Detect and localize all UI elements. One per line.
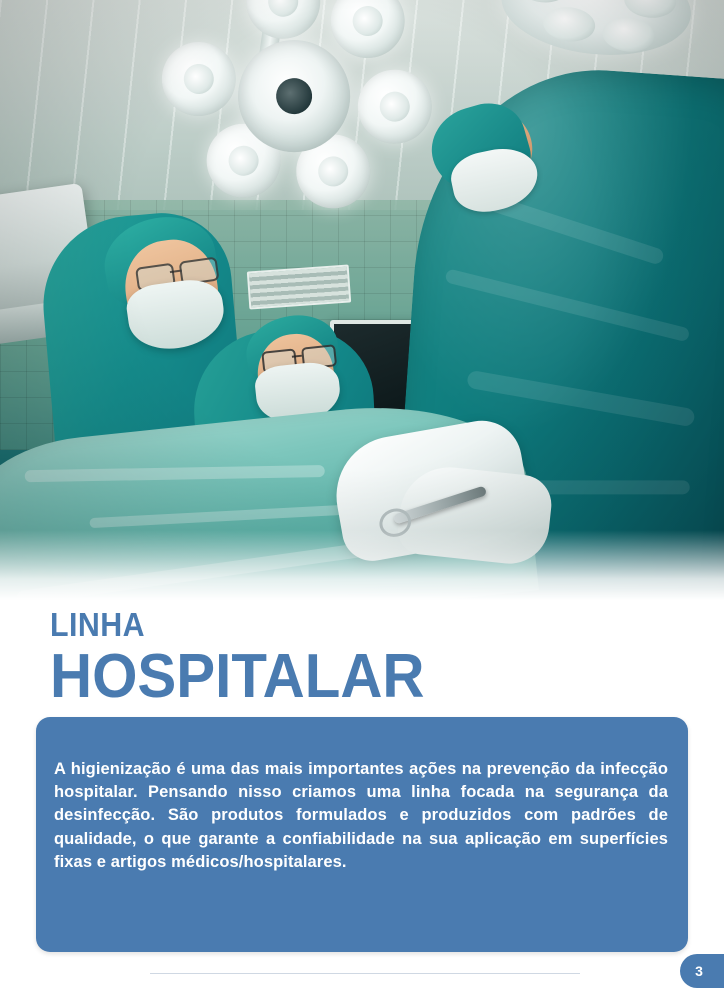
description-panel [36, 717, 688, 952]
lamp-pod [158, 38, 239, 119]
lamp-pod [354, 66, 435, 147]
footer-divider [150, 973, 580, 974]
gown-fold [466, 370, 696, 428]
wall-vent-icon [247, 264, 351, 309]
title-main: HOSPITALAR [50, 642, 425, 711]
page-title [50, 606, 690, 711]
gown-fold [444, 268, 690, 342]
drape-crease [25, 465, 325, 482]
surgical-lamp [148, 0, 443, 233]
lamp-pod [327, 0, 408, 62]
lamp-pod [243, 0, 324, 42]
title-eyebrow: LINHA [50, 606, 146, 643]
description-text: A higienização é uma das mais importantes ações na prevenção da infecção hospitalar. Pensando nisso criamos uma linha focada na segurança da desinfecção. São produtos formulados e produzidos com padrões de qualidade, o que garante a confiabilidade na sua aplicação em superfícies fixas e artigos médicos/hospitalares. [54, 759, 668, 872]
glasses-bridge [292, 355, 302, 358]
page-number-badge: 3 [680, 954, 724, 988]
drape-crease [16, 539, 394, 600]
